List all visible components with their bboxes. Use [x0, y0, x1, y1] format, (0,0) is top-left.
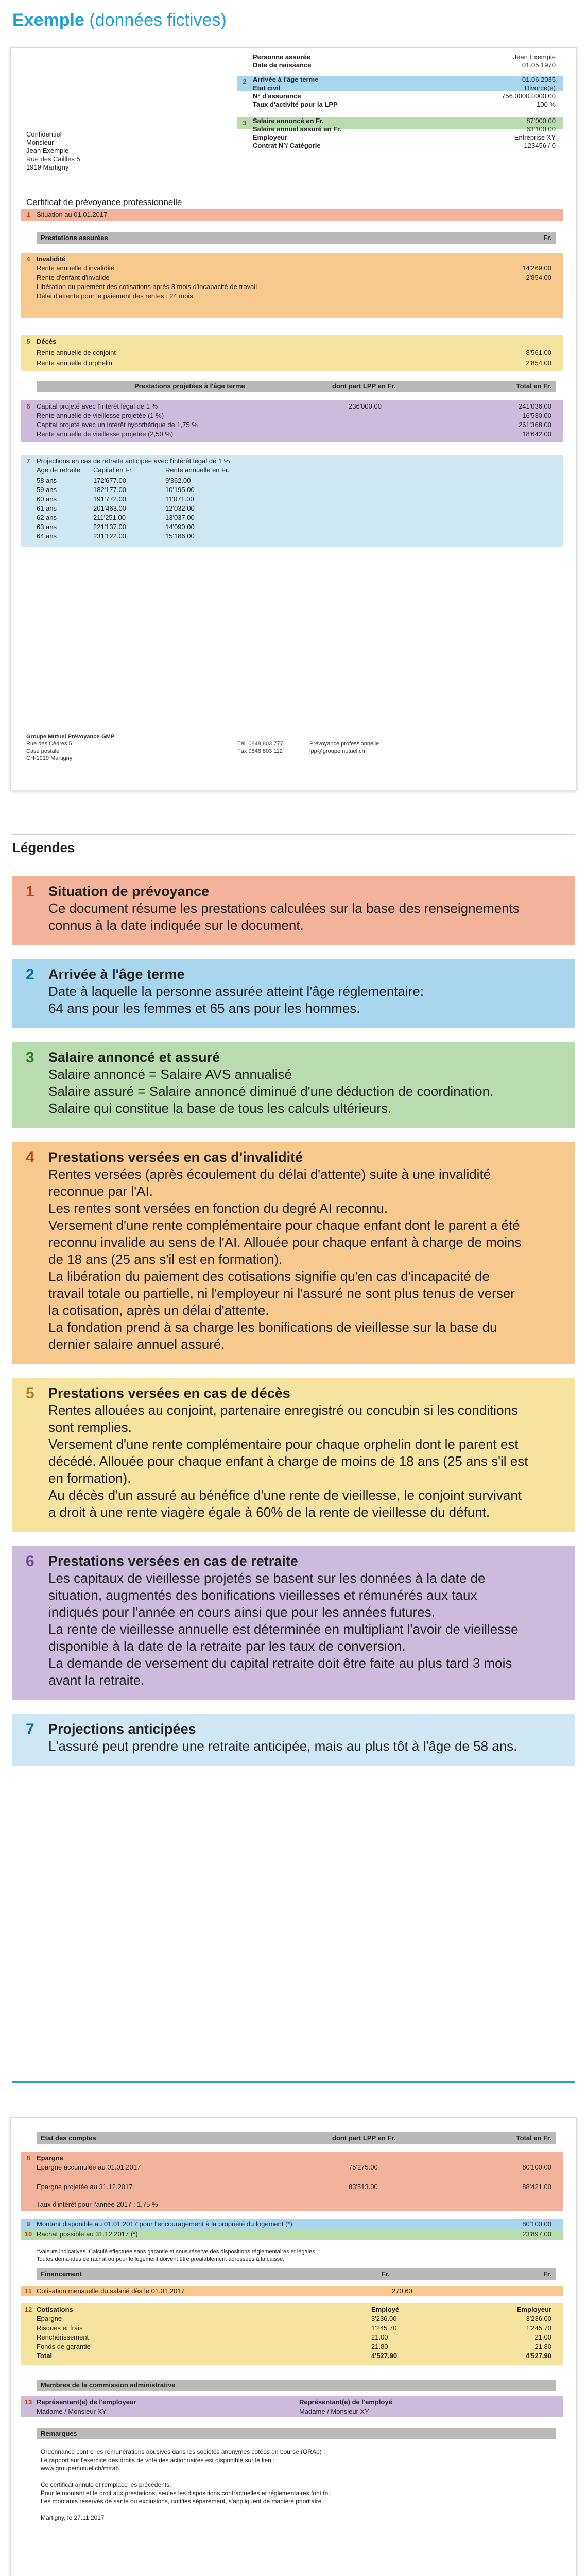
accounts-header-label: Etat des comptes: [41, 2134, 96, 2142]
legend-number: 7: [26, 1721, 34, 1738]
marker-13: 13: [24, 2398, 32, 2406]
certificate-page-1: [10, 47, 577, 790]
legend-title: Légendes: [12, 840, 75, 855]
marker-12: 12: [24, 2306, 32, 2313]
contribution-employee: 21.00: [371, 2333, 388, 2341]
anticipated-rent: 10'195.00: [165, 486, 195, 494]
anticipated-head-rent: Rente annuelle en Fr.: [165, 466, 230, 474]
legend-item-text: de 18 ans (25 ans s'il est en formation).: [48, 1251, 283, 1267]
invalidity-row: Rente annuelle d'invalidité: [37, 264, 115, 272]
contribution-employee: 21.80: [371, 2343, 388, 2350]
invalidity-value: 2'854.00: [526, 274, 551, 281]
legend-item-text: décédé. Allouée pour chaque enfant à charge de moins de 18 ans (25 ans s'il est: [48, 1453, 528, 1469]
financing-header-unit: Fr.: [382, 2270, 390, 2278]
marker-2: 2: [243, 78, 247, 86]
contribution-label: Risques et frais: [37, 2324, 83, 2332]
legend-item-text: Versement d'une rente complémentaire pour chaque orphelin dont le parent est: [48, 1436, 519, 1452]
invalidity-title: Invalidité: [37, 255, 66, 263]
anticipated-capital: 182'177.00: [93, 486, 126, 494]
anticipated-title: Projections en cas de retraite anticipée avec l'intérêt légal de 1 %: [37, 457, 230, 465]
age-row: Capital projeté avec l'intérêt légal de 1 %: [37, 402, 158, 410]
legend-item-text: situation, augmentés des bonifications vieillesses et rémunérés aux taux: [48, 1587, 477, 1603]
legend-item-text: La demande de versement du capital retraite doit être faite au plus tard 3 mois: [48, 1655, 512, 1671]
anticipated-age: 61 ans: [37, 504, 57, 512]
person-value: 87'000.00: [526, 117, 556, 125]
contribution-employer: 1'245.70: [526, 2324, 551, 2332]
marker-8: 8: [26, 2154, 30, 2162]
contribution-employee: 4'527.90: [371, 2352, 398, 2360]
savings-total: 80'100.00: [522, 2163, 551, 2171]
person-value: 63'100.00: [526, 125, 556, 133]
legend-item-text: Les capitaux de vieillesse projetés se basent sur les données à la date de: [48, 1570, 486, 1586]
legend-item: [12, 1714, 575, 1766]
commission-title: Membres de la commission administrative: [41, 2381, 176, 2389]
death-value: 2'854.00: [526, 359, 551, 367]
legend-item-text: en formation).: [48, 1470, 131, 1486]
anticipated-rent: 13'037.00: [165, 514, 195, 521]
legend-item-text: indiqués pour l'année en cours ainsi que pour les années futures.: [48, 1604, 435, 1620]
legend-item: [12, 1378, 575, 1532]
anticipated-rent: 15'186.00: [165, 532, 195, 540]
legend-item-text: travail totale ou partielle, ni l'employeur ni l'assuré ne sont plus tenus de verser: [48, 1285, 515, 1301]
invalidity-value: 14'269.00: [522, 264, 551, 272]
anticipated-capital: 191'772.00: [93, 495, 126, 503]
page-title: Exemple (données fictives): [12, 10, 227, 30]
legend-item-text: L'assuré peut prendre une retraite anticipée, mais au plus tôt à l'âge de 58 ans.: [48, 1738, 517, 1754]
footer-web: Prévoyance professionnelle: [309, 741, 379, 747]
contribution-employee: 3'236.00: [371, 2315, 397, 2323]
person-value: Jean Exemple: [513, 53, 556, 61]
legend-item-text: la cotisation, après un délai d'attente.: [48, 1302, 269, 1318]
age-row: Rente annuelle de vieillesse projetée (1 %): [37, 412, 164, 419]
person-label: Personne assurée: [253, 53, 311, 61]
invalidity-row: Rente d'enfant d'invalide: [37, 274, 110, 281]
savings-lpp: 75'275.00: [349, 2163, 378, 2171]
assured-header-label: Prestations assurées: [41, 234, 108, 242]
commission-head: Représentant(e) de l'employeur: [37, 2398, 136, 2406]
footer-contact: Tél. 0848 803 777: [237, 741, 283, 747]
legend-item-text: La rente de vieillesse annuelle est déterminée en multipliant l'avoir de vieillesse: [48, 1621, 519, 1637]
savings-row: Epargne accumulée au 01.01.2017: [37, 2163, 141, 2171]
legend-item-title: Arrivée à l'âge terme: [48, 967, 185, 982]
contribution-employer: 21.00: [534, 2333, 551, 2341]
legend-item-text: avant la retraite.: [48, 1672, 145, 1688]
person-label: Arrivée à l'âge terme: [253, 76, 319, 83]
contribution-label: Fonds de garantie: [37, 2343, 91, 2350]
buyback-value: 23'897.00: [522, 2230, 551, 2238]
contribution-label: Epargne: [37, 2315, 62, 2323]
age-lpp-value: 236'000.00: [349, 402, 382, 410]
legend-number: 6: [26, 1553, 34, 1570]
savings-total: 88'421.00: [522, 2183, 551, 2191]
person-value: 100 %: [537, 100, 556, 108]
legend-item: [12, 1142, 575, 1364]
epl-value: 80'100.00: [522, 2220, 551, 2228]
person-value: 123456 / 0: [524, 142, 556, 149]
address-line: Rue des Caillles 5: [26, 155, 80, 163]
person-label: Salaire annuel assuré en Fr.: [253, 125, 341, 133]
anticipated-rent: 14'090.00: [165, 523, 195, 531]
legend-number: 5: [26, 1385, 34, 1402]
age-header-lpp: dont part LPP en Fr.: [332, 382, 396, 390]
anticipated-capital: 231'122.00: [93, 532, 126, 540]
note-row: Toutes demandes de rachat ou pour le logement doivent être préalablement adressées à la caisse.: [37, 2256, 285, 2262]
legend-item-text: reconnu invalide au sens de l'AI. Allouée pour chaque enfant à charge de moins: [48, 1234, 522, 1250]
assured-header: [37, 232, 556, 244]
anticipated-age: 60 ans: [37, 495, 57, 503]
legend-item-text: 64 ans pour les femmes et 65 ans pour les hommes.: [48, 1001, 360, 1016]
legend-item-title: Prestations versées en cas de décès: [48, 1385, 290, 1401]
address-line: Monsieur: [26, 139, 54, 146]
assured-header-unit: Fr.: [543, 234, 551, 242]
remarks-line: Ce certificat annule et remplace les précédents.: [41, 2481, 171, 2488]
person-value: Divorcé(e): [525, 84, 556, 92]
accounts-header: [37, 2132, 556, 2144]
remarks-line: Martigny, le 27.11.2017: [41, 2514, 105, 2521]
legend-item-text: La libération du paiement des cotisations signifie qu'en cas d'incapacité de: [48, 1268, 490, 1284]
certificate-title: Certificat de prévoyance professionnelle: [26, 197, 182, 207]
death-row: Rente annuelle de conjoint: [37, 349, 116, 357]
legend-number: 4: [26, 1149, 34, 1166]
address-line: Jean Exemple: [26, 147, 69, 155]
legend-item-text: Les rentes sont versées en fonction du degré AI reconnu.: [48, 1200, 388, 1216]
death-row: Rente annuelle d'orphelin: [37, 359, 113, 367]
person-value: 01.06.2035: [522, 76, 556, 83]
contribution-employer: 21.80: [534, 2343, 551, 2350]
note-row: *Valeurs indicatives. Calculé effectuée sans garantie et sous réserve des dispositions réglementaires et légales.: [37, 2249, 317, 2255]
anticipated-rent: 12'032.00: [165, 504, 195, 512]
marker-10: 10: [24, 2230, 32, 2238]
legend-item-text: connus à la date indiquée sur le document.: [48, 918, 304, 933]
person-label: Contrat N°/ Catégorie: [253, 142, 321, 149]
remarks-header: [37, 2428, 556, 2439]
remarks-line: Pour le montant et le droit aux prestations, seules les dispositions contractuelles et réglementaires font foi.: [41, 2489, 332, 2497]
anticipated-age: 63 ans: [37, 523, 57, 531]
legend-item-text: Date à laquelle la personne assurée atteint l'âge réglementaire:: [48, 984, 424, 999]
certificate-page-2: [10, 2117, 577, 2576]
cot-head-emp: Employé: [371, 2306, 400, 2313]
cot-head-label: Cotisations: [37, 2306, 73, 2313]
anticipated-head-capital: Capital en Fr.: [93, 466, 133, 474]
person-label: Etat civil: [253, 84, 281, 92]
remarks-line: Le rapport sur l'exercice des droits de vote des actionnaires est disponible sur le lien :: [41, 2456, 275, 2464]
savings-title: Epargne: [37, 2154, 64, 2162]
footer-org: Rue des Cèdres 5: [26, 741, 72, 747]
marker-4: 4: [26, 255, 30, 263]
anticipated-capital: 172'677.00: [93, 477, 126, 484]
legend-item-text: disponible à la date de la retraite par les taux de conversion.: [48, 1638, 406, 1654]
remarks-title: Remarques: [41, 2430, 77, 2437]
legend-item-text: reconnue par l'AI.: [48, 1183, 153, 1199]
buyback-row: Rachat possible au 31.12.2017 (*): [37, 2230, 138, 2238]
legend-item-title: Salaire annoncé et assuré: [48, 1049, 220, 1065]
age-row: Rente annuelle de vieillesse projetée (2,50 %): [37, 430, 174, 438]
legend-number: 3: [26, 1049, 34, 1066]
legend-item-text: Au décès d'un assuré au bénéfice d'une rente de vieillesse, le conjoint survivant: [48, 1487, 522, 1503]
highlight-annual: [21, 2303, 563, 2365]
age-header-label: Prestations projetées à l'âge terme: [134, 382, 245, 390]
footer-contact: Fax 0848 803 112: [237, 748, 283, 754]
accounts-header-lpp: dont part LPP en Fr.: [332, 2134, 396, 2142]
anticipated-capital: 201'463.00: [93, 504, 126, 512]
legend-item-text: Ce document résume les prestations calculées sur la base des renseignements: [48, 901, 520, 916]
monthly-row: Cotisation mensuelle du salarié dès le 01.01.2017: [37, 2287, 185, 2295]
legend-item-title: Prestations versées en cas d'invalidité: [48, 1149, 303, 1165]
contribution-label: Renchérissement: [37, 2333, 89, 2341]
epl-row: Montant disponible au 01.01.2017 pour l'encouragement à la propriété du logement (*): [37, 2220, 292, 2228]
person-value: 01.05.1970: [522, 61, 556, 69]
legend-number: 1: [26, 883, 34, 900]
financing-header-label: Financement: [41, 2270, 82, 2278]
contribution-label: Total: [37, 2352, 53, 2360]
footer-org: Groupe Mutuel Prévoyance-GMP: [26, 734, 115, 740]
age-total-value: 241'036.00: [519, 402, 551, 410]
marker-3: 3: [243, 119, 247, 127]
commission-head: Représentant(e) de l'employé: [299, 2398, 392, 2406]
person-label: Salaire annoncé en Fr.: [253, 117, 324, 125]
contribution-employer: 3'236.00: [526, 2315, 551, 2323]
anticipated-capital: 211'251.00: [93, 514, 126, 521]
anticipated-rent: 11'071.00: [165, 495, 194, 503]
marker-5: 5: [26, 337, 30, 345]
page-divider: [12, 2081, 575, 2083]
legend-item-text: Salaire assuré = Salaire annoncé diminué d'une déduction de coordination.: [48, 1083, 494, 1099]
age-total-value: 16'530.00: [522, 412, 551, 419]
person-label: N° d'assurance: [253, 92, 301, 100]
legend-item-text: Rentes versées (après écoulement du délai d'attente) suite à une invalidité: [48, 1166, 491, 1182]
legend-divider: [12, 834, 575, 835]
person-label: Taux d'activité pour la LPP: [253, 100, 338, 108]
footer-org: Case postale: [26, 748, 60, 754]
legend-item: [12, 1042, 575, 1128]
cot-head-er: Employeur: [516, 2306, 551, 2313]
legend-item: [12, 959, 575, 1028]
marker-11: 11: [25, 2287, 32, 2295]
contribution-employer: 4'527.90: [525, 2352, 551, 2360]
age-total-value: 261'368.00: [519, 421, 551, 429]
financing-header: [37, 2268, 556, 2280]
interest-rate: Taux d'intérêt pour l'année 2017 : 1,75 %: [37, 2200, 158, 2208]
legend-item-text: Versement d'une rente complémentaire pour chaque enfant dont le parent a été: [48, 1217, 520, 1233]
marker-1: 1: [26, 211, 30, 218]
financing-header-unit: Fr.: [543, 2270, 551, 2278]
situation-date: Situation au 01.01.2017: [37, 211, 108, 218]
anticipated-age: 59 ans: [37, 486, 57, 494]
legend-item-text: La fondation prend à sa charge les bonifications de vieillesse sur la base du: [48, 1319, 497, 1335]
person-label: Employeur: [253, 133, 288, 141]
person-value: 756.0000.0000.00: [502, 92, 556, 100]
address-line: 1919 Martigny: [26, 163, 69, 171]
age-header: [37, 381, 556, 392]
remarks-line: www.groupemutuel.ch/mtrab: [41, 2465, 119, 2472]
death-title: Décès: [37, 337, 57, 345]
invalidity-row: Libération du paiement des cotisations après 3 mois d'incapacité de travail: [37, 283, 257, 291]
remarks-line: Ordonnance contre les rémunérations abusives dans les sociétés anonymes cotées en bourse (ORAb) :: [41, 2448, 325, 2455]
legend-item: [12, 1546, 575, 1700]
commission-value: Madame / Monsieur XY: [299, 2408, 369, 2415]
footer-web: lpp@groupemutuel.ch: [309, 748, 365, 754]
anticipated-age: 64 ans: [37, 532, 57, 540]
legend-number: 2: [26, 966, 34, 983]
age-header-total: Total en Fr.: [516, 382, 551, 390]
marker-9: 9: [26, 2220, 30, 2228]
savings-lpp: 83'513.00: [349, 2183, 378, 2191]
legend-item-text: Salaire qui constitue la base de tous les calculs ultérieurs.: [48, 1100, 392, 1116]
legend-item-text: dernier salaire annuel assuré.: [48, 1336, 225, 1352]
legend-item-text: sont remplies.: [48, 1419, 132, 1435]
anticipated-age: 58 ans: [37, 477, 57, 484]
legend-item-title: Situation de prévoyance: [48, 884, 210, 899]
legend-item-text: Salaire annoncé = Salaire AVS annualisé: [48, 1066, 292, 1082]
legend-item-title: Prestations versées en cas de retraite: [48, 1553, 298, 1569]
anticipated-head-age: Age de retraite: [37, 466, 81, 474]
legend-item-text: Rentes allouées au conjoint, partenaire enregistré ou concubin si les conditions: [48, 1402, 519, 1418]
death-value: 8'561.00: [526, 349, 551, 357]
anticipated-rent: 9'362.00: [165, 477, 191, 484]
invalidity-row: Délai d'attente pour le paiement des rentes : 24 mois: [37, 292, 193, 300]
person-value: Entreprise XY: [514, 133, 556, 141]
monthly-value: 270.60: [392, 2287, 412, 2295]
legend-item-text: a droit à une rente viagère égale à 60% de la rente de vieillesse du défunt.: [48, 1504, 490, 1520]
address-line: Confidentiel: [26, 130, 62, 138]
remarks-line: Les montants réservés de sante ou exclusions, notifiés séparément, s'appliquent de manière prioritaire.: [41, 2498, 323, 2505]
savings-row: Epargne projetée au 31.12.2017: [37, 2183, 133, 2191]
footer-org: CH-1919 Martigny: [26, 755, 73, 761]
accounts-header-total: Total en Fr.: [516, 2134, 551, 2142]
marker-6: 6: [26, 402, 30, 410]
age-row: Capital projeté avec un intérêt hypothétique de 1,75 %: [37, 421, 198, 429]
commission-value: Madame / Monsieur XY: [37, 2408, 107, 2415]
anticipated-age: 62 ans: [37, 514, 57, 521]
legend-item-title: Projections anticipées: [48, 1721, 196, 1737]
age-total-value: 18'642.00: [522, 430, 551, 438]
legend-item: [12, 876, 575, 945]
contribution-employee: 1'245.70: [371, 2324, 397, 2332]
person-label: Date de naissance: [253, 61, 312, 69]
marker-7: 7: [26, 457, 30, 465]
anticipated-capital: 221'137.00: [93, 523, 126, 531]
